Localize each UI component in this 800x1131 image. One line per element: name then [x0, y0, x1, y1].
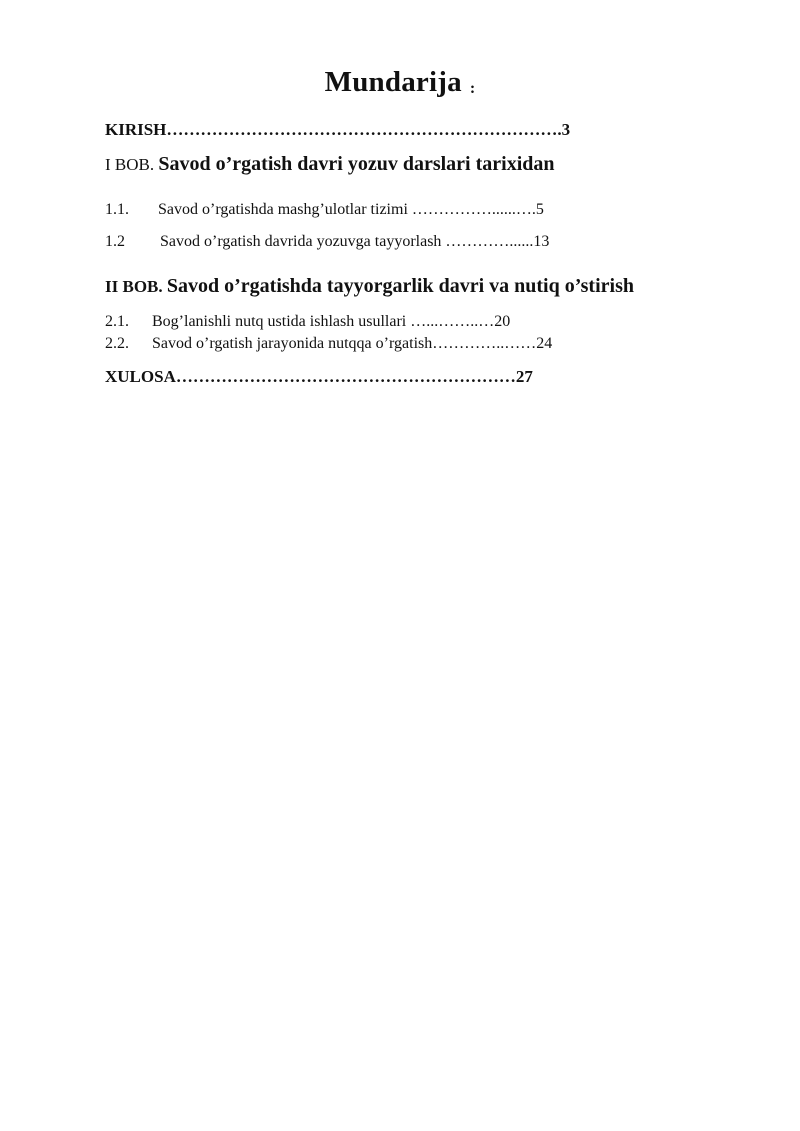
chapter-1-prefix: I BOB.	[105, 155, 155, 174]
toc-entry-1-1	[105, 201, 544, 219]
chapter-2-prefix: II BOB.	[105, 277, 163, 296]
entry-number: 1.1.	[105, 201, 129, 218]
toc-entry-kirish: KIRISH…………………………………………………………….3	[105, 120, 571, 139]
chapter-2-title: Savod o’rgatishda tayyorgarlik davri va nutiq o’stirish	[166, 275, 634, 297]
title-colon: :	[469, 80, 476, 97]
toc-entry-2-2	[105, 335, 552, 353]
entry-number: 2.2.	[105, 335, 129, 352]
toc-entry-2-1	[105, 313, 510, 331]
entry-text: Bog’lanishli nutq ustida ishlash usullari …...……..…20	[152, 313, 511, 330]
page-title	[0, 66, 800, 99]
toc-entry-1-2	[105, 233, 549, 251]
toc-entry-xulosa: XULOSA……………………………………………………27	[105, 367, 533, 386]
entry-text: Savod o’rgatish davrida yozuvga tayyorlash …………......13	[160, 233, 550, 250]
entry-number: 1.2	[105, 233, 125, 250]
entry-text: Savod o’rgatishda mashg’ulotlar tizimi ……………......….5	[158, 201, 544, 218]
entry-number: 2.1.	[105, 313, 129, 330]
chapter-1-title: Savod o’rgatish davri yozuv darslari tarixidan	[158, 153, 555, 175]
toc-chapter-1	[105, 153, 555, 176]
toc-chapter-2	[105, 275, 634, 298]
entry-text: Savod o’rgatish jarayonida nutqqa o’rgatish…………..……24	[152, 335, 553, 352]
title-text: Mundarija	[324, 66, 462, 98]
